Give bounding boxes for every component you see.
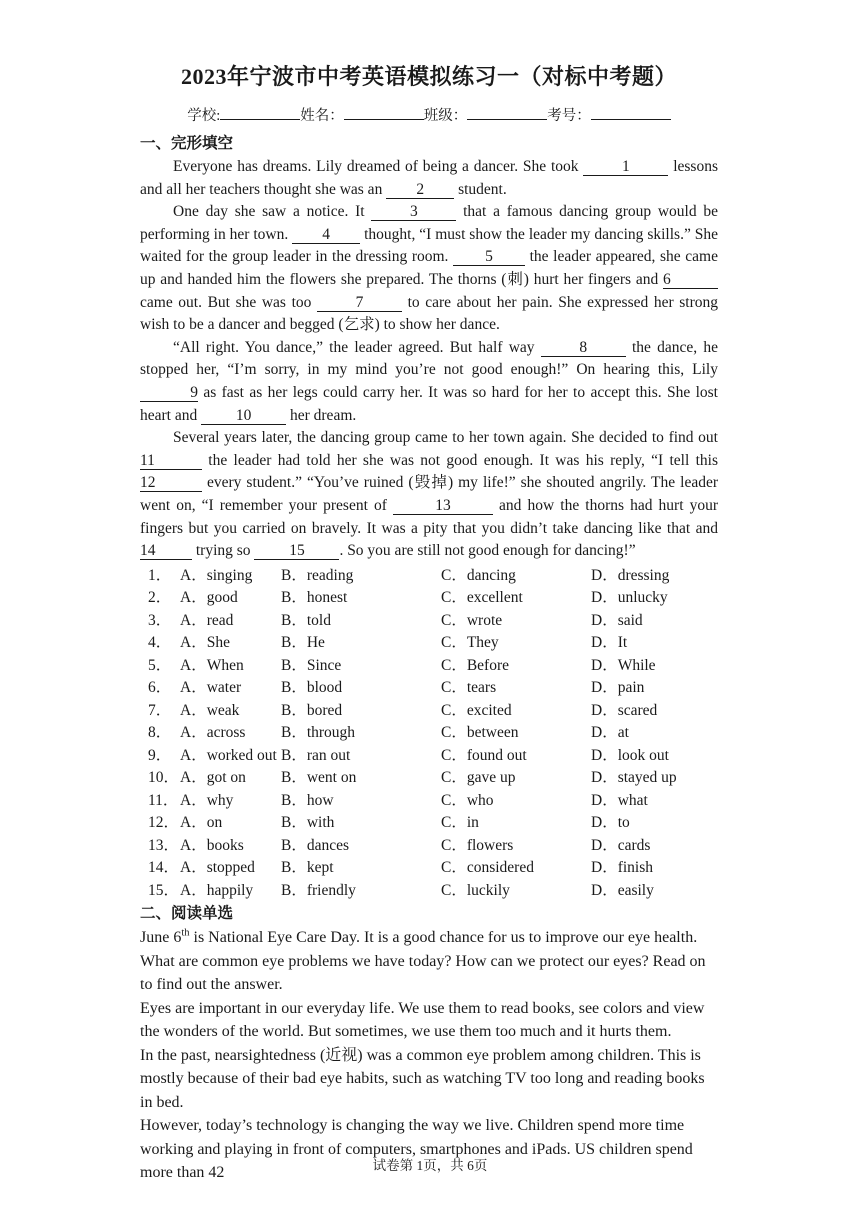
option-13-A: A．books <box>180 836 244 854</box>
option-number-1: 1． <box>148 566 172 584</box>
option-number-5: 5． <box>148 656 172 674</box>
cloze-blank-9: 9 <box>140 384 198 402</box>
option-row-12 <box>140 812 718 835</box>
option-number-12: 12． <box>148 814 180 832</box>
option-1-D: D．dressing <box>591 566 670 584</box>
cloze-blank-13: 13 <box>393 497 493 515</box>
page-content <box>140 62 718 1185</box>
option-12-B: B．with <box>281 814 335 832</box>
cloze-passage <box>140 156 718 563</box>
option-2-B: B．honest <box>281 589 348 607</box>
option-5-D: D．While <box>591 656 656 674</box>
option-number-14: 14． <box>148 859 180 877</box>
option-14-D: D．finish <box>591 859 654 877</box>
option-6-A: A．water <box>180 679 242 697</box>
option-4-B: B．He <box>281 634 325 652</box>
cloze-blank-7: 7 <box>317 294 402 312</box>
option-2-D: D．unlucky <box>591 589 668 607</box>
option-number-13: 13． <box>148 836 180 854</box>
option-11-D: D．what <box>591 791 648 809</box>
option-row-6 <box>140 677 718 700</box>
option-9-A: A．worked out <box>180 746 277 764</box>
option-9-D: D．look out <box>591 746 669 764</box>
page-title: 2023年宁波市中考英语模拟练习一（对标中考题） <box>180 64 677 89</box>
option-10-B: B．went on <box>281 769 357 787</box>
info-label-school: 学校: <box>187 108 221 124</box>
option-6-D: D．pain <box>591 679 645 697</box>
info-label-examno: 考号： <box>547 108 591 124</box>
reading-passage <box>140 926 718 1185</box>
option-row-14 <box>140 857 718 880</box>
cloze-blank-2: 2 <box>386 181 454 199</box>
option-3-A: A．read <box>180 611 234 629</box>
option-row-9 <box>140 745 718 768</box>
option-15-B: B．friendly <box>281 881 356 899</box>
option-8-D: D．at <box>591 724 629 742</box>
option-number-10: 10． <box>148 769 180 787</box>
option-6-C: C．tears <box>441 679 497 697</box>
option-row-11 <box>140 790 718 813</box>
section-cloze-heading: 一、完形填空 <box>140 135 234 152</box>
cloze-blank-11: 11 <box>140 452 202 470</box>
option-12-D: D．to <box>591 814 630 832</box>
option-4-D: D．It <box>591 634 628 652</box>
cloze-blank-3: 3 <box>371 203 456 221</box>
info-blank-name <box>344 104 424 120</box>
option-number-9: 9． <box>148 746 172 764</box>
option-row-10 <box>140 767 718 790</box>
option-11-C: C．who <box>441 791 494 809</box>
cloze-blank-12: 12 <box>140 474 202 492</box>
page-footer: 试卷第 1页，共 6页 <box>372 1158 488 1173</box>
info-label-class: 班级： <box>423 108 468 124</box>
cloze-paragraph-4: Several years later, the dancing group came to her town again. She decided to find out 11 the leader had told her she was not good enough. It was his reply, “I tell this 12 every student.” “You’ve ruined (毁掉) my life!” she shouted angrily. The leader went on, “I remember your present of 13 and how the thorns had hurt your fingers but you carried on bravely. It was a pity that you didn’t take dancing like that and 14 trying so 15 . So you are still not good enough for dancing!” <box>140 429 718 560</box>
reading-paragraph-3: In the past, nearsightedness (近视) was a common eye problem among children. This is mostly because of their bad eye habits, such as watching TV too long and reading books in bed. <box>140 1046 705 1111</box>
option-1-B: B．reading <box>281 566 354 584</box>
option-3-C: C．wrote <box>441 611 503 629</box>
option-number-3: 3． <box>148 611 172 629</box>
reading-paragraph-2: Eyes are important in our everyday life. We use them to read books, see colors and view the wonders of the world. But sometimes, we use them too much and it hurts them. <box>140 999 705 1041</box>
info-blank-class <box>467 104 547 120</box>
option-row-7 <box>140 700 718 723</box>
option-number-11: 11． <box>148 791 179 809</box>
option-row-13 <box>140 835 718 858</box>
option-10-A: A．got on <box>180 769 246 787</box>
options-list <box>140 565 718 903</box>
option-12-C: C．in <box>441 814 479 832</box>
info-blank-examno <box>591 104 671 120</box>
info-label-name: 姓名： <box>300 108 344 124</box>
option-2-A: A．good <box>180 589 238 607</box>
option-row-3 <box>140 610 718 633</box>
option-row-4 <box>140 632 718 655</box>
option-9-B: B．ran out <box>281 746 351 764</box>
option-11-B: B．how <box>281 791 334 809</box>
option-2-C: C．excellent <box>441 589 523 607</box>
option-10-C: C．gave up <box>441 769 516 787</box>
option-7-B: B．bored <box>281 701 343 719</box>
option-6-B: B．blood <box>281 679 343 697</box>
cloze-paragraph-1: Everyone has dreams. Lily dreamed of being a dancer. She took 1 lessons and all her teachers thought she was an 2 student. <box>140 158 718 198</box>
option-4-C: C．They <box>441 634 499 652</box>
option-8-B: B．through <box>281 724 356 742</box>
option-12-A: A．on <box>180 814 223 832</box>
option-14-C: C．considered <box>441 859 534 877</box>
cloze-blank-6: 6 <box>663 271 718 289</box>
option-10-D: D．stayed up <box>591 769 677 787</box>
option-15-D: D．easily <box>591 881 654 899</box>
option-row-1 <box>140 565 718 588</box>
cloze-blank-14: 14 <box>140 542 192 560</box>
info-line <box>140 104 718 125</box>
superscript: th <box>181 927 190 939</box>
option-7-A: A．weak <box>180 701 240 719</box>
reading-paragraph-1: June 6th is National Eye Care Day. It is a good chance for us to improve our eye health. What are common eye problems we have today? How can we protect our eyes? Read on to find out the answer. <box>140 927 706 994</box>
cloze-blank-1: 1 <box>583 158 668 176</box>
option-7-C: C．excited <box>441 701 512 719</box>
option-13-B: B．dances <box>281 836 350 854</box>
option-3-B: B．told <box>281 611 331 629</box>
option-15-A: A．happily <box>180 881 254 899</box>
option-11-A: A．why <box>180 791 234 809</box>
option-number-6: 6． <box>148 679 172 697</box>
option-15-C: C．luckily <box>441 881 510 899</box>
option-4-A: A．She <box>180 634 230 652</box>
option-13-D: D．cards <box>591 836 651 854</box>
option-1-C: C．dancing <box>441 566 516 584</box>
option-14-A: A．stopped <box>180 859 255 877</box>
option-number-2: 2． <box>148 589 172 607</box>
cloze-blank-15: 15 <box>254 542 339 560</box>
cloze-blank-8: 8 <box>541 339 626 357</box>
option-8-A: A．across <box>180 724 246 742</box>
option-number-15: 15． <box>148 881 180 899</box>
reading-paragraph-4: However, today’s technology is changing the way we live. Children spend more time working and playing in front of computers, smartphones and iPads. US children spend more than 42 <box>140 1117 693 1182</box>
cloze-blank-4: 4 <box>292 226 360 244</box>
option-13-C: C．flowers <box>441 836 514 854</box>
option-9-C: C．found out <box>441 746 527 764</box>
option-5-A: A．When <box>180 656 244 674</box>
option-5-C: C．Before <box>441 656 510 674</box>
option-14-B: B．kept <box>281 859 334 877</box>
cloze-paragraph-3: “All right. You dance,” the leader agreed. But half way 8 the dance, he stopped her, “I’m sorry, in my mind you’re not good enough!” On hearing this, Lily 9 as fast as her legs could carry her. It was so hard for her to accept this. She lost heart and 10 her dream. <box>140 338 718 424</box>
option-8-C: C．between <box>441 724 519 742</box>
cloze-blank-10: 10 <box>201 407 286 425</box>
option-1-A: A．singing <box>180 566 253 584</box>
cloze-paragraph-2: One day she saw a notice. It 3 that a famous dancing group would be performing in her town. 4 thought, “I must show the leader my dancing skills.” She waited for the group leader in the dressing room. 5 the leader appeared, she came up and handed him the flowers she prepared. The thorns (刺) hurt her fingers and 6 came out. But she was too 7 to care about her pain. She expressed her strong wish to be a dancer and begged (乞求) to show her dance. <box>140 203 718 334</box>
option-7-D: D．scared <box>591 701 658 719</box>
section-reading-heading: 二、阅读单选 <box>140 905 234 923</box>
option-row-15 <box>140 880 718 903</box>
option-row-2 <box>140 587 718 610</box>
option-row-8 <box>140 722 718 745</box>
option-3-D: D．said <box>591 611 643 629</box>
info-blank-school <box>220 104 300 120</box>
option-number-4: 4． <box>148 634 172 652</box>
option-number-8: 8． <box>148 724 172 742</box>
option-5-B: B．Since <box>281 656 342 674</box>
cloze-blank-5: 5 <box>453 248 525 266</box>
option-row-5 <box>140 655 718 678</box>
option-number-7: 7． <box>148 701 172 719</box>
